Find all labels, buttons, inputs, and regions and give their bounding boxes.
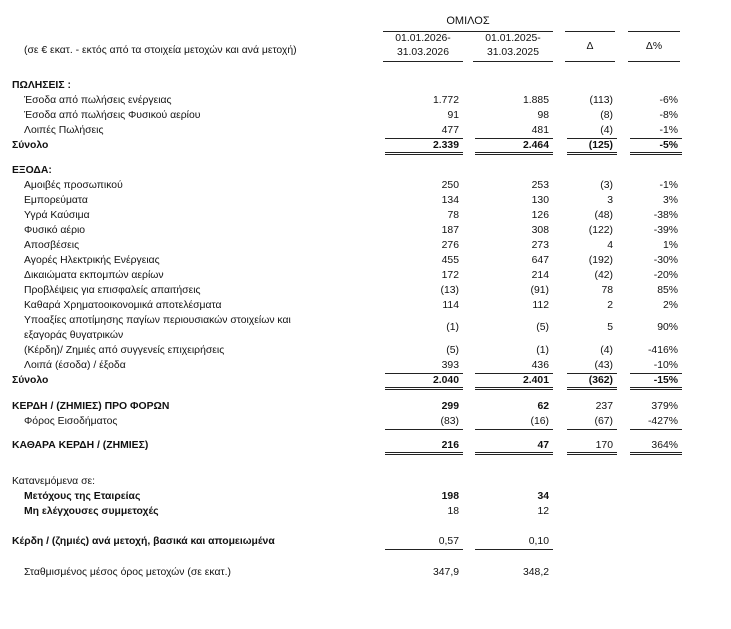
value-delta-pct: 85% [657,285,678,296]
row-label: Αγορές Ηλεκτρικής Ενέργειας [24,255,160,266]
value-delta-pct: -15% [653,375,678,386]
value-delta: (3) [600,180,613,191]
row-label: Λοιπά (έσοδα) / έξοδα [24,360,126,371]
value-2026: 198 [441,491,459,502]
value-delta: (192) [588,255,613,266]
value-delta-pct: 2% [662,300,678,311]
value-2025: (5) [536,322,549,333]
value-2025: 253 [531,180,549,191]
value-delta: (8) [600,110,613,121]
value-delta-pct: -5% [659,140,678,151]
value-2026: 172 [441,270,459,281]
row-underline [385,152,463,155]
value-delta-pct: 1% [662,240,678,251]
value-2026: (13) [440,285,459,296]
value-2026: 78 [447,210,459,221]
row-label: Φόρος Εισοδήματος [24,416,118,427]
row-label: Μετόχους της Εταιρείας [24,491,141,502]
value-delta: 2 [607,300,613,311]
value-delta: 4 [607,240,613,251]
value-delta-pct: -39% [653,225,678,236]
row-underline [567,429,617,430]
value-2025: 47 [537,440,549,451]
value-delta: (113) [589,95,613,106]
row-underline [385,429,463,430]
col-delta-top-rule [565,31,615,32]
value-delta-pct: 90% [657,322,678,333]
value-2026: 276 [441,240,459,251]
value-2025: 130 [531,195,549,206]
value-2025: 214 [531,270,549,281]
col-delta-header: Δ [586,41,594,52]
row-underline [567,138,617,139]
value-2025: 348,2 [522,567,549,578]
row-label: Προβλέψεις για επισφαλείς απαιτήσεις [24,285,201,296]
value-2025: 647 [531,255,549,266]
row-underline [385,387,463,390]
value-2025: 12 [537,506,549,517]
col-2025-header-rule [473,61,553,62]
group-title: ΟΜΙΛΟΣ [446,15,490,27]
value-delta: 3 [607,195,613,206]
col-delta-pct-top-rule [628,31,680,32]
row-label: Μη ελέγχουσες συμμετοχές [24,506,159,517]
row-underline [630,429,682,430]
units-note: (σε € εκατ. - εκτός από τα στοιχεία μετοχών και ανά μετοχή) [24,45,297,56]
value-delta-pct: -1% [659,125,678,136]
value-delta: 170 [595,440,613,451]
value-delta: (42) [594,270,613,281]
value-delta-pct: 3% [662,195,678,206]
value-2026: 1.772 [432,95,459,106]
value-2026: (5) [446,345,459,356]
col-2025-header-line1: 01.01.2025- [485,33,541,44]
row-underline [475,452,553,455]
value-delta-pct: -38% [653,210,678,221]
row-underline [385,373,463,374]
row-underline [385,138,463,139]
value-delta: 78 [601,285,613,296]
value-2025: 98 [537,110,549,121]
total-label: Σύνολο [12,375,49,386]
value-delta-pct: -1% [659,180,678,191]
value-delta: (125) [588,140,613,151]
row-underline [630,152,682,155]
value-2026: 347,9 [432,567,459,578]
value-delta: (4) [600,125,613,136]
row-underline [385,549,463,550]
row-underline [475,373,553,374]
row-label: Κέρδη / (ζημιές) ανά μετοχή, βασικά και απομειωμένα [12,536,275,547]
value-2026: 91 [447,110,459,121]
value-2026: 134 [441,195,459,206]
row-underline [475,152,553,155]
value-2026: 477 [441,125,459,136]
row-label: Έσοδα από πωλήσεις ενέργειας [24,95,172,106]
total-label: Σύνολο [12,140,49,151]
col-delta-header-rule [565,61,615,62]
row-underline [475,387,553,390]
value-2025: 273 [531,240,549,251]
value-2025: 308 [531,225,549,236]
value-2026: (1) [446,322,459,333]
value-2025: 62 [537,401,549,412]
row-label: Κατανεμόμενα σε: [12,476,96,487]
row-underline [475,549,553,550]
value-delta-pct: -416% [647,345,678,356]
row-underline [630,387,682,390]
value-2025: 2.401 [522,375,549,386]
row-label: Σταθμισμένος μέσος όρος μετοχών (σε εκατ.) [24,567,231,578]
row-underline [630,373,682,374]
value-delta: (4) [600,345,613,356]
row-underline [630,138,682,139]
value-2026: 455 [441,255,459,266]
row-underline [567,387,617,390]
row-underline [567,373,617,374]
row-label: εξαγοράς θυγατρικών [24,330,124,341]
value-2026: 114 [442,300,459,311]
row-underline [567,452,617,455]
value-delta-pct: -10% [653,360,678,371]
value-2026: 299 [441,401,459,412]
value-delta-pct: -8% [659,110,678,121]
col-2025-header-line2: 31.03.2025 [486,47,539,58]
value-2026: (83) [440,416,459,427]
row-underline [475,429,553,430]
row-underline [475,138,553,139]
value-2025: (16) [530,416,549,427]
value-2025: 481 [531,125,549,136]
row-label: Εμπορεύματα [24,195,88,206]
row-label: Καθαρά Χρηματοοικονομικά αποτελέσματα [24,300,222,311]
col-2026-header-line2: 31.03.2026 [396,47,449,58]
value-delta: (362) [588,375,613,386]
row-label: ΚΑΘΑΡΑ ΚΕΡΔΗ / (ΖΗΜΙΕΣ) [12,440,149,451]
row-label: Υποαξίες αποτίμησης παγίων περιουσιακών στοιχείων και [24,315,291,326]
col-delta-pct-header-rule [628,61,680,62]
value-delta: 237 [595,401,613,412]
col-2026-header-rule [383,61,463,62]
value-2025: (91) [530,285,549,296]
row-underline [630,452,682,455]
value-delta: (67) [594,416,613,427]
row-label: Αμοιβές προσωπικού [24,180,123,191]
row-label: Αποσβέσεις [24,240,80,251]
value-delta-pct: -6% [659,95,678,106]
row-underline [567,152,617,155]
value-2025: 0,10 [528,536,549,547]
row-label: Έσοδα από πωλήσεις Φυσικού αερίου [24,110,201,121]
value-2026: 0,57 [438,536,459,547]
col-2025-header [473,32,553,60]
value-2025: 436 [531,360,549,371]
value-delta-pct: -30% [653,255,678,266]
row-label: ΚΕΡΔΗ / (ΖΗΜΙΕΣ) ΠΡΟ ΦΟΡΩΝ [12,401,170,412]
value-2025: (1) [536,345,549,356]
value-2026: 2.040 [432,375,459,386]
section-heading: ΠΩΛΗΣΕΙΣ : [12,80,71,91]
value-delta: (48) [594,210,613,221]
value-delta-pct: 379% [651,401,678,412]
value-2026: 2.339 [432,140,459,151]
value-delta-pct: -20% [653,270,678,281]
value-2026: 393 [441,360,459,371]
value-2026: 187 [441,225,459,236]
row-label: Υγρά Καύσιμα [24,210,90,221]
section-heading: ΕΞΟΔΑ: [12,165,52,176]
value-2026: 216 [441,440,459,451]
row-label: (Κέρδη)/ Ζημιές από συγγενείς επιχειρήσεις [24,345,225,356]
value-2025: 126 [531,210,549,221]
value-delta: (122) [588,225,613,236]
value-2025: 2.464 [522,140,549,151]
value-delta: 5 [607,322,613,333]
value-2025: 1.885 [522,95,549,106]
value-2026: 18 [447,506,459,517]
row-label: Φυσικό αέριο [24,225,86,236]
value-2025: 34 [537,491,549,502]
col-2026-header-line1: 01.01.2026- [395,33,451,44]
row-label: Λοιπές Πωλήσεις [24,125,104,136]
value-delta: (43) [594,360,613,371]
value-delta-pct: 364% [651,440,678,451]
value-2025: 112 [532,300,549,311]
col-2026-header [383,32,463,60]
row-label: Δικαιώματα εκπομπών αερίων [24,270,164,281]
row-underline [385,452,463,455]
value-2026: 250 [441,180,459,191]
col-delta-pct-header: Δ% [645,41,663,52]
value-delta-pct: -427% [647,416,678,427]
